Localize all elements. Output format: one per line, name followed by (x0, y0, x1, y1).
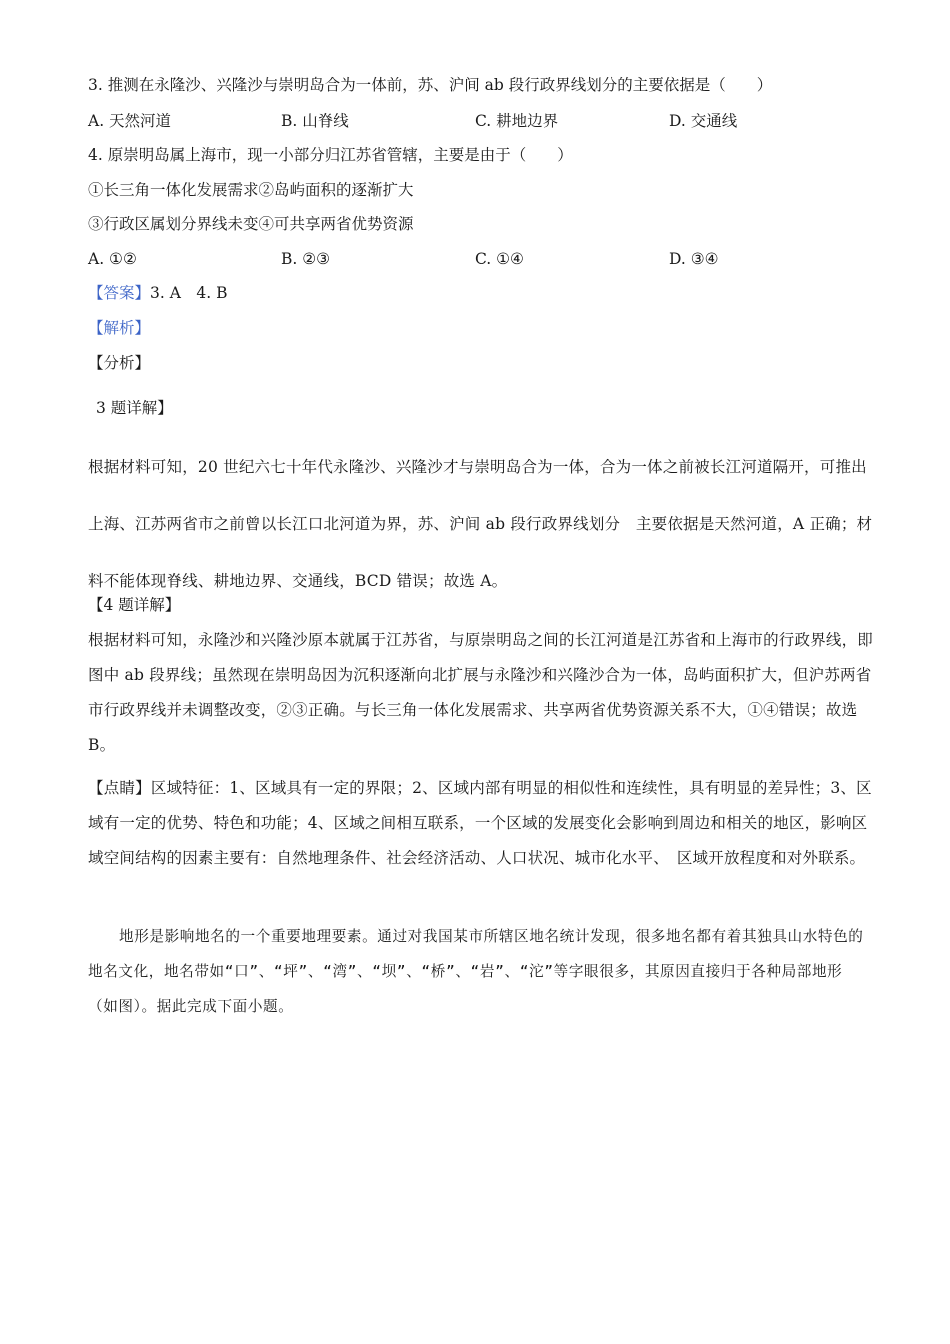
question-4-option-a: A. ①② (88, 250, 137, 268)
question-4-option-c: C. ①④ (475, 250, 524, 268)
question-4-detail-body: 根据材料可知，永隆沙和兴隆沙原本就属于江苏省，与原崇明岛之间的长江河道是江苏省和上海市的行政界线，即图中 ab 段界线；虽然现在崇明岛因为沉积逐渐向北扩展与永隆沙和兴隆沙合为一体，岛屿面积扩大，但沪苏两省市行政界线并未调整改变，②③正确。与长三角一体化发展需求、共享两省优势资源关系不大，①④错误；故选 B。 (88, 631, 874, 754)
analysis-label: 【解析】 (88, 319, 151, 337)
question-3-option-a: A. 天然河道 (88, 112, 172, 130)
question-3-option-b: B. 山脊线 (281, 112, 349, 130)
material-paragraph: 地形是影响地名的一个重要地理要素。通过对我国某市所辖区地名统计发现，很多地名都有着其独具山水特色的地名文化，地名带如“口”、“坪”、“湾”、“坝”、“桥”、“岩”、“沱”等字眼很多，其原因直接归于各种局部地形（如图）。据此完成下面小题。 (88, 928, 864, 1015)
key-point-paragraph (88, 771, 873, 876)
answer-label: 【答案】 (88, 284, 151, 302)
key-point-label: 【点睛】 (88, 779, 151, 797)
answer-text: 3. A 4. B (150, 284, 228, 302)
question-4-statement-line-1: ①长三角一体化发展需求②岛屿面积的逐渐扩大 (88, 181, 414, 199)
key-point-body: 区域特征：1、区域具有一定的界限；2、区域内部有明显的相似性和连续性，具有明显的差异性；3、区域有一定的优势、特色和功能；4、区域之间相互联系，一个区域的发展变化会影响到周边和相关的地区，影响区域空间结构的因素主要有：自然地理条件、社会经济活动、人口状况、城市化水平、 区域开放程度和对外联系。 (88, 779, 872, 867)
question-4-statement-line-2: ③行政区属划分界线未变④可共享两省优势资源 (88, 215, 414, 233)
question-3-stem: 3. 推测在永隆沙、兴隆沙与崇明岛合为一体前，苏、沪间 ab 段行政界线划分的主要依据是（ ） (88, 76, 773, 94)
question-4-stem: 4. 原崇明岛属上海市，现一小部分归江苏省管辖，主要是由于（ ） (88, 146, 573, 164)
question-3-option-d: D. 交通线 (669, 112, 738, 130)
answer-line (88, 282, 228, 304)
question-4-option-b: B. ②③ (281, 250, 331, 268)
question-4-detail-heading: 【4 题详解】 (88, 596, 181, 614)
question-3-option-c: C. 耕地边界 (475, 112, 559, 130)
question-4-option-d: D. ③④ (669, 250, 719, 268)
question-3-detail-body: 根据材料可知，20 世纪六七十年代永隆沙、兴隆沙才与崇明岛合为一体，合为一体之前被长江河道隔开，可推出上海、江苏两省市之前曾以长江口北河道为界，苏、沪间 ab 段行政界线划分 主要依据是天然河道，A 正确；材料不能体现脊线、耕地边界、交通线，BCD 错误；故选 A。 (88, 458, 873, 590)
fenxi-label: 【分析】 (88, 354, 151, 372)
question-3-detail-heading: 3 题详解】 (96, 399, 173, 417)
